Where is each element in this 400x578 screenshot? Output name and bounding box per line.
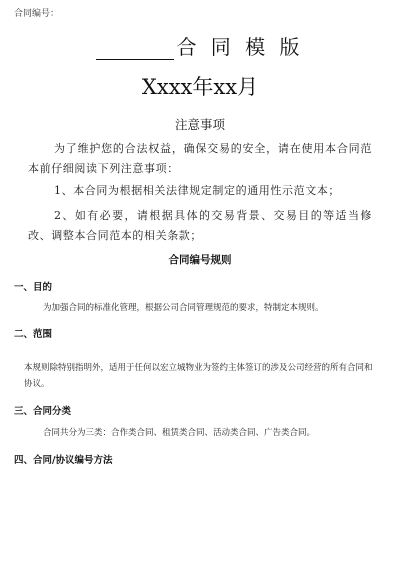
rules-heading: 合同编号规则 xyxy=(168,254,232,266)
notice-item-2: 2、如有必要，请根据具体的交易背景、交易目的等适当修改、调整本合同范本的相关条款； xyxy=(28,209,372,242)
document-date-line: Xxxx年xx月 xyxy=(141,75,259,99)
contract-number-label: 合同编号： xyxy=(14,9,60,19)
document-title: 合 同 模 版 xyxy=(176,35,304,59)
section-body-classification: 合同共分为三类：合作类合同、租赁类合同、活动类合同、广告类合同。 xyxy=(43,428,316,438)
section-body-scope: 本规则除特别指明外，适用于任何以宏立城物业为签约主体签订的涉及公司经营的所有合同和协议。 xyxy=(24,363,373,389)
section-heading-classification: 三、合同分类 xyxy=(14,406,72,417)
section-heading-purpose: 一、目的 xyxy=(14,282,53,293)
title-blank-underline xyxy=(96,39,174,60)
notice-intro-paragraph: 为了维护您的合法权益，确保交易的安全，请在使用本合同范本前仔细阅读下列注意事项： xyxy=(28,142,372,175)
section-heading-numbering-method: 四、合同/协议编号方法 xyxy=(14,455,113,466)
notice-item-1: 1、本合同为根据相关法律规定制定的通用性示范文本； xyxy=(54,184,340,197)
document-title-row xyxy=(0,34,400,60)
section-heading-scope: 二、范围 xyxy=(14,329,53,340)
section-body-purpose: 为加强合同的标准化管理，根据公司合同管理规范的要求，特制定本规则。 xyxy=(43,303,324,313)
notice-heading: 注意事项 xyxy=(174,117,225,132)
